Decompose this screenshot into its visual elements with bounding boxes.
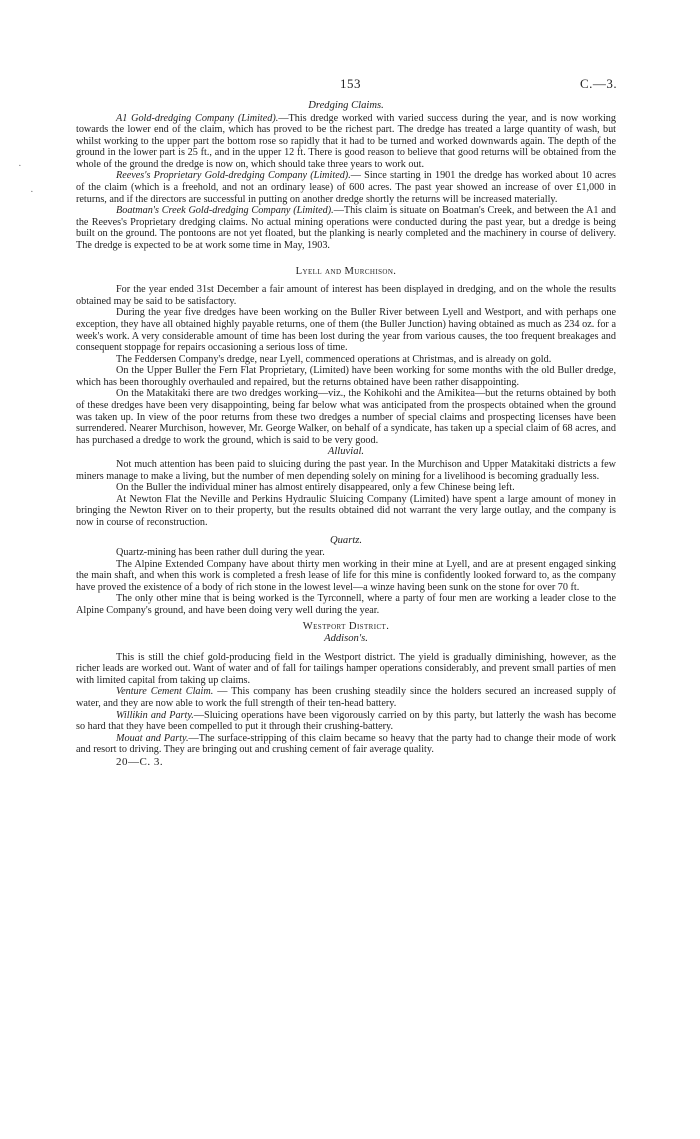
- paragraph-mouat: Mouat and Party.—The surface-stripping of this claim became so heavy that the party had to change their mode of work and resort to driving. They are bringing out and crushing cement of fair average quality.: [76, 732, 617, 756]
- section-title-westport-district: Westport District.: [302, 620, 390, 632]
- paragraph: For the year ended 31st December a fair amount of interest has been displayed in dredging, and on the whole the results obtained may be said to be satisfactory.: [76, 284, 616, 307]
- paragraph: Quartz-mining has been rather dull during the year.: [116, 547, 325, 558]
- paragraph-venture: Venture Cement Claim. — This company has been crushing steadily since the holders secured an increased supply of water, and they are now able to work the full strength of their ten-head battery.: [76, 686, 616, 709]
- paragraph: The Feddersen Company's dredge, near Lyell, commenced operations at Christmas, and is already on gold.: [116, 353, 552, 365]
- company-name-a1: A1 Gold-dredging Company (Limited).: [116, 112, 279, 124]
- paragraph: At Newton Flat the Neville and Perkins Hydraulic Sluicing Company (Limited) have spent a large amount of money in bringing the Newton River on to their property, but the results obtained did not warrant the very large outlay, and the company is now in course of reconstruction.: [76, 493, 616, 528]
- paragraph: On the Matakitaki there are two dredges working—viz., the Kohikohi and the Amikitea—but the returns obtained by both of these dredges have been very disappointing, being far below what was anticipated from the prospects obtained when the ground was taken up. In view of the poor returns from these two dredges a number of special claims and prospecting licenses have been surrendered. Nearer Murchison, however, Mr. George Walker, on behalf of a syndicate, has taken up a special claim of 68 acres, and has purchased a dredge to work the ground, which is said to be very good.: [76, 388, 616, 446]
- section-title-alluvial: Alluvial.: [327, 446, 365, 458]
- paragraph: The only other mine that is being worked is the Tyrconnell, where a party of four men are working a leader close to the Alpine Company's ground, and have been doing very well during the year.: [76, 593, 616, 616]
- paragraph: The Alpine Extended Company have about thirty men working in their mine at Lyell, and are at present engaged sinking the main shaft, and when this work is completed a fresh lease of life for this mine is confidently looked forward to, as the company have proved the existence of a body of rich stone in the lowest level—a winze having been sunk on the stone for over 70 ft.: [76, 558, 616, 593]
- paragraph: This is still the chief gold-producing field in the Westport district. The yield is gradually diminishing, however, as the richer leads are worked out. Want of water and of fall for tailings hamper operations considerably, and prevent small parties of men with limited capital from taking up claims.: [76, 651, 616, 686]
- paragraph-willikin: Willikin and Party.—Sluicing operations have been vigorously carried on by this party, but latterly the wash has become so hard that they have been compelled to put it through their crushing-battery.: [76, 709, 616, 733]
- paragraph: Not much attention has been paid to sluicing during the past year. In the Murchison and Upper Matakitaki districts a few miners manage to make a living, but the number of men depending solely on mining for a livelihood is becoming gradually less.: [76, 458, 616, 482]
- claim-name-venture: Venture Cement Claim.: [116, 686, 214, 698]
- paper-reference: C.—3.: [580, 76, 618, 91]
- company-name-boatman: Boatman's Creek Gold-dredging Company (Limited).: [116, 205, 334, 217]
- section-title-lyell-murchison: Lyell and Murchison.: [295, 265, 397, 277]
- margin-mark: ·: [30, 186, 34, 198]
- paragraph-a1: A1 Gold-dredging Company (Limited).—This dredge worked with varied success during the year, and is now working towards the lower end of the claim, which has proved to be the richest part. The dredge has treated a large quantity of wash, but whilst working to the upper part the bottom rose so rapidly that it had to be turned and worked downwards again. The depth of the ground in the lower part is 25 ft., and in the upper 12 ft. There is good reason to believe that good returns will be obtained from the whole of the ground the dredge is now on, which should take three years to work out.: [76, 112, 616, 170]
- margin-mark: ·: [18, 160, 22, 172]
- company-name-reeves: Reeves's Proprietary Gold-dredging Company (Limited).: [116, 170, 351, 182]
- section-title-quartz: Quartz.: [329, 534, 363, 546]
- paragraph: During the year five dredges have been working on the Buller River between Lyell and Westport, and with perhaps one exception, they have all obtained highly payable returns, one of them (the Buller Junction) having obtained as much as 234 oz. for a week's work. A very considerable amount of time has been lost during the year from various causes, the too frequent breakages and consequent stoppage for repairs occasioning a serious loss of time.: [76, 307, 616, 354]
- claim-name-willikin: Willikin and Party.: [116, 709, 194, 721]
- page-number: 153: [340, 76, 361, 91]
- page-body: [76, 100, 616, 769]
- paragraph: On the Upper Buller the Fern Flat Proprietary, (Limited) have been working for some months with the old Buller dredge, which has been thoroughly overhauled and repaired, but the returns obtained have been rather disappointing.: [76, 365, 616, 388]
- footer-signature: 20—C. 3.: [116, 755, 164, 768]
- paragraph-boatman: Boatman's Creek Gold-dredging Company (Limited).—This claim is situate on Boatman's Creek, and between the A1 and the Reeves's Proprietary dredging claims. No actual mining operations were conducted during the past year, but a dredge is being built on the ground. The pontoons are not yet floated, but the planking is nearly completed and the machinery in course of delivery. The dredge is expected to be at work some time in May, 1903.: [76, 205, 616, 252]
- claim-name-mouat: Mouat and Party.: [116, 732, 189, 744]
- subsection-title-addisons: Addison's.: [324, 633, 368, 645]
- paragraph-reeves: Reeves's Proprietary Gold-dredging Company (Limited).— Since starting in 1901 the dredge has worked about 10 acres of the claim (which is a freehold, and not an ordinary lease) of 600 acres. The past year showed an increase of over £1,000 in returns, and if the directors are successful in putting on another dredge shortly the returns will be increased materially.: [76, 170, 616, 205]
- paragraph: On the Buller the individual miner has almost entirely disappeared, only a few Chinese being left.: [116, 482, 515, 494]
- section-title-dredging-claims: Dredging Claims.: [308, 100, 384, 111]
